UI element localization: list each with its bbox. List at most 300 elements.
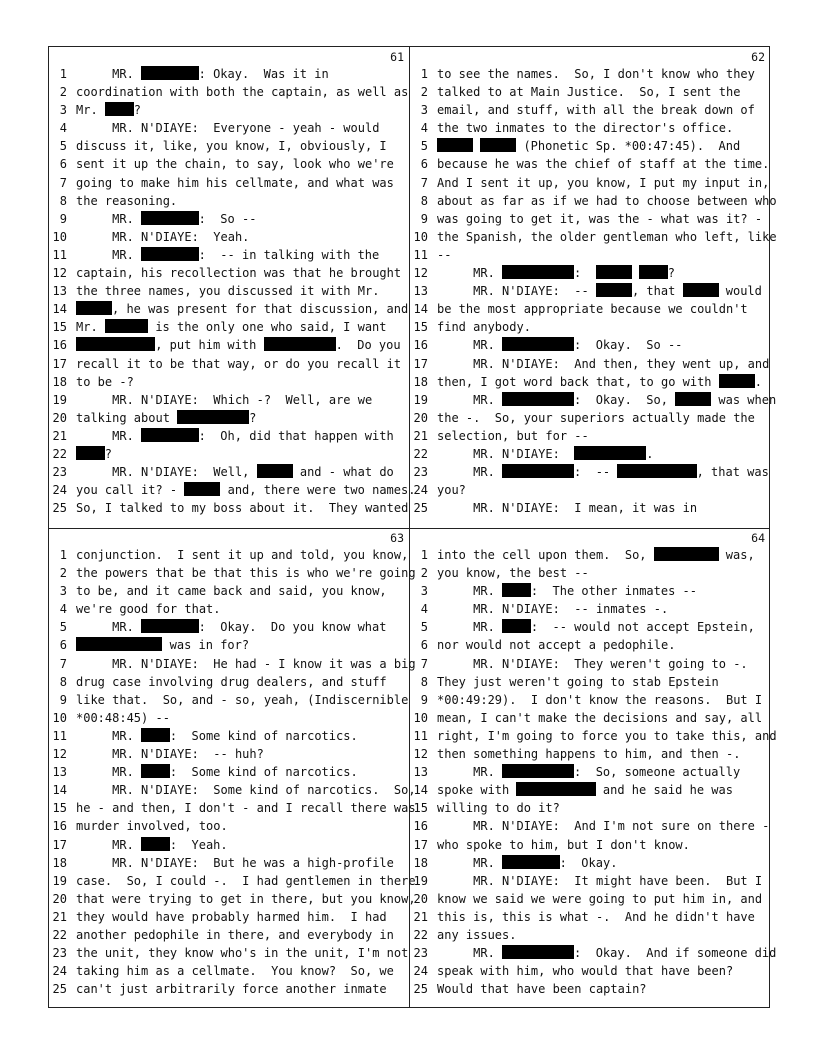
line-number: 15 <box>52 320 67 335</box>
line-number: 22 <box>52 927 67 942</box>
line-number: 21 <box>413 428 428 443</box>
transcript-line <box>49 582 406 600</box>
line-text: So, I talked to my boss about it. They wanted <box>76 501 409 516</box>
redaction-box <box>719 374 755 388</box>
redaction-box <box>76 337 155 351</box>
transcript-line <box>410 763 767 781</box>
transcript-line <box>410 817 770 835</box>
redaction-box <box>675 392 711 406</box>
redaction-box <box>516 782 595 796</box>
transcript-line <box>410 409 767 427</box>
transcript-line <box>49 155 406 173</box>
line-text: *00:49:29). I don't know the reasons. But I <box>437 692 763 707</box>
transcript-line <box>49 618 406 636</box>
line-text: MR. N'DIAYE: They weren't going to -. <box>437 656 748 671</box>
transcript-line <box>49 872 416 890</box>
line-number: 8 <box>420 193 428 208</box>
line-text: MR. : Some kind of narcotics. <box>76 728 358 743</box>
transcript-line <box>49 282 406 300</box>
transcript-line <box>410 727 777 745</box>
line-text: going to make him his cellmate, and what was <box>76 175 394 190</box>
line-number: 23 <box>52 946 67 961</box>
line-text: MR. N'DIAYE: And I'm not sure on there - <box>437 819 770 834</box>
transcript-line <box>410 546 767 564</box>
line-number: 4 <box>420 121 428 136</box>
line-number: 4 <box>420 602 428 617</box>
line-text: into the cell upon them. So, was, <box>437 548 755 562</box>
transcript-line <box>410 373 767 391</box>
line-text: murder involved, too. <box>76 819 228 834</box>
line-text: the unit, they know who's in the unit, I'm not <box>76 946 409 961</box>
transcript-line <box>49 355 406 373</box>
line-text: conjunction. I sent it up and told, you know, <box>76 548 409 562</box>
transcript-line <box>410 854 767 872</box>
transcript-line <box>410 636 767 654</box>
transcript-line <box>410 282 767 300</box>
line-number: 25 <box>413 982 428 997</box>
line-text: the two inmates to the director's office. <box>437 121 734 136</box>
line-number: 12 <box>413 747 428 762</box>
line-text: *00:48:45) -- <box>76 710 170 725</box>
line-number: 19 <box>52 392 67 407</box>
redaction-box <box>639 265 668 279</box>
line-number: 9 <box>420 211 428 226</box>
transcript-line <box>49 944 409 962</box>
redaction-box <box>141 837 170 851</box>
line-number: 15 <box>52 801 67 816</box>
line-text: then, I got word back that, to go with . <box>437 374 762 389</box>
transcript-line <box>410 427 767 445</box>
line-number: 22 <box>413 446 428 461</box>
transcript-line <box>410 300 767 318</box>
transcript-line <box>49 564 416 582</box>
line-text: like that. So, and - so, yeah, (Indiscernible <box>76 692 409 707</box>
transcript-line <box>410 210 767 228</box>
line-number: 2 <box>59 85 67 100</box>
line-number: 3 <box>420 103 428 118</box>
line-text: MR. N'DIAYE: Some kind of narcotics. So, <box>76 783 416 798</box>
line-number: 1 <box>59 548 67 562</box>
transcript-line <box>410 481 767 499</box>
redaction-box <box>141 619 199 633</box>
transcript-line <box>49 391 406 409</box>
transcript-line <box>410 926 767 944</box>
transcript-line <box>49 409 406 427</box>
redaction-box <box>141 764 170 778</box>
line-number: 4 <box>59 121 67 136</box>
line-number: 17 <box>52 356 67 371</box>
line-text: was going to get it, was the - what was it? - <box>437 211 763 226</box>
redaction-box <box>574 446 646 460</box>
transcript-line <box>49 836 406 854</box>
line-text: talked to at Main Justice. So, I sent the <box>437 85 741 100</box>
line-text: MR. N'DIAYE: . <box>437 446 654 461</box>
transcript-line <box>410 192 777 210</box>
line-text: MR. N'DIAYE: But he was a high-profile <box>76 855 394 870</box>
line-text: speak with him, who would that have been? <box>437 964 734 979</box>
line-number: 18 <box>413 374 428 389</box>
line-text: Mr. ? <box>76 103 141 118</box>
transcript-line <box>49 673 406 691</box>
transcript-line <box>410 336 767 354</box>
line-number: 8 <box>59 193 67 208</box>
line-text: find anybody. <box>437 320 531 335</box>
redaction-box <box>502 265 574 279</box>
line-number: 25 <box>413 501 428 516</box>
line-text: be the most appropriate because we couldn't <box>437 302 748 317</box>
line-text: know we said we were going to put him in, and <box>437 891 763 906</box>
line-text: (Phonetic Sp. *00:47:45). And <box>437 139 740 153</box>
line-text: email, and stuff, with all the break down of <box>437 103 755 118</box>
redaction-box <box>502 945 574 959</box>
transcript-line <box>49 890 416 908</box>
line-text: MR. : So, someone actually <box>437 765 741 780</box>
line-text: was in for? <box>76 638 249 652</box>
transcript-line <box>49 799 416 817</box>
line-text: ? <box>76 447 112 461</box>
line-text: MR. : Okay. So, was when <box>437 392 777 407</box>
line-text: MR. N'DIAYE: And then, they went up, and <box>437 356 770 371</box>
line-text: , put him with . Do you <box>76 338 401 352</box>
line-text: sent it up the chain, to say, look who we're <box>76 157 394 172</box>
line-text: drug case involving drug dealers, and stuff <box>76 674 387 689</box>
transcript-line <box>410 962 767 980</box>
transcript-line <box>410 65 767 83</box>
line-number: 19 <box>413 873 428 888</box>
redaction-box <box>141 728 170 742</box>
line-number: 6 <box>59 157 67 172</box>
line-text: we're good for that. <box>76 602 221 617</box>
line-text: the powers that be that this is who we're going <box>76 566 416 581</box>
transcript-line <box>410 391 777 409</box>
transcript-line <box>49 445 406 463</box>
line-text: MR. : -- would not accept Epstein, <box>437 620 755 635</box>
line-text: you call it? - and, there were two names. <box>76 483 416 498</box>
line-text: can't just arbitrarily force another inmate <box>76 982 387 997</box>
redaction-box <box>596 283 632 297</box>
transcript-line <box>410 655 767 673</box>
transcript-line <box>49 210 406 228</box>
redaction-box <box>177 410 249 424</box>
line-text: that were trying to get in there, but you know, <box>76 891 416 906</box>
redaction-box <box>184 482 220 496</box>
transcript-line <box>410 836 767 854</box>
line-number: 5 <box>59 139 67 154</box>
line-text: MR. : Okay. Was it in <box>76 67 329 81</box>
transcript-lines <box>49 546 416 998</box>
line-text: the Spanish, the older gentleman who left, like <box>437 229 777 244</box>
transcript-line <box>49 962 406 980</box>
redaction-box <box>264 337 336 351</box>
transcript-line <box>49 373 406 391</box>
line-number: 11 <box>52 247 67 262</box>
line-number: 10 <box>52 710 67 725</box>
line-text: They just weren't going to stab Epstein <box>437 674 719 689</box>
redaction-box <box>141 428 199 442</box>
line-number: 5 <box>59 620 67 635</box>
transcript-line <box>49 763 406 781</box>
line-number: 18 <box>52 855 67 870</box>
line-text: MR. N'DIAYE: Everyone - yeah - would <box>76 121 380 136</box>
line-text: MR. : Yeah. <box>76 837 228 852</box>
line-number: 14 <box>52 783 67 798</box>
line-text: the reasoning. <box>76 193 178 208</box>
transcript-line <box>49 174 406 192</box>
line-number: 1 <box>59 67 67 81</box>
line-text: spoke with and he said he was <box>437 783 733 798</box>
transcript-line <box>410 908 767 926</box>
transcript-line <box>49 336 406 354</box>
line-number: 21 <box>52 428 67 443</box>
transcript-line <box>410 318 767 336</box>
transcript-line <box>410 355 770 373</box>
line-text: -- <box>437 247 452 262</box>
line-number: 8 <box>59 674 67 689</box>
line-number: 20 <box>413 891 428 906</box>
transcript-line <box>49 691 409 709</box>
redaction-box <box>654 547 719 561</box>
transcript-line <box>49 192 406 210</box>
line-text: MR. N'DIAYE: It might have been. But I <box>437 873 763 888</box>
page-number: 62 <box>751 50 765 64</box>
line-text: case. So, I could -. I had gentlemen in there <box>76 873 416 888</box>
redaction-box <box>257 464 293 478</box>
line-number: 24 <box>52 483 67 498</box>
line-number: 21 <box>413 909 428 924</box>
line-number: 19 <box>413 392 428 407</box>
transcript-line <box>49 745 406 763</box>
line-text: they would have probably harmed him. I had <box>76 909 387 924</box>
line-text: MR. N'DIAYE: I mean, it was in <box>437 501 698 516</box>
transcript-line <box>410 228 777 246</box>
line-text: you? <box>437 483 466 498</box>
transcript-line <box>49 65 406 83</box>
line-number: 24 <box>413 964 428 979</box>
line-text: discuss it, like, you know, I, obviously, I <box>76 139 387 154</box>
line-number: 14 <box>413 783 428 798</box>
line-text: MR. : Okay. And if someone did <box>437 946 777 961</box>
line-text: MR. : Okay. So -- <box>437 338 683 353</box>
redaction-box <box>617 464 696 478</box>
line-number: 7 <box>59 656 67 671</box>
line-text: MR. : Some kind of narcotics. <box>76 765 358 780</box>
transcript-line <box>49 463 406 481</box>
line-number: 2 <box>59 566 67 581</box>
line-number: 17 <box>413 837 428 852</box>
line-number: 6 <box>420 638 428 653</box>
redaction-box <box>480 138 516 152</box>
transcript-line <box>49 499 409 517</box>
redaction-box <box>76 446 105 460</box>
line-number: 14 <box>413 302 428 317</box>
page-number: 64 <box>751 531 765 545</box>
line-number: 17 <box>52 837 67 852</box>
line-text: another pedophile in there, and everybody in <box>76 927 394 942</box>
line-text: willing to do it? <box>437 801 560 816</box>
line-number: 13 <box>52 284 67 299</box>
line-text: the three names, you discussed it with Mr. <box>76 284 380 299</box>
line-number: 23 <box>413 946 428 961</box>
transcript-line <box>49 83 409 101</box>
transcript-line <box>410 582 767 600</box>
line-number: 3 <box>420 584 428 599</box>
line-text: MR. : Oh, did that happen with <box>76 428 394 443</box>
transcript-line <box>49 228 406 246</box>
line-number: 15 <box>413 320 428 335</box>
line-number: 21 <box>52 909 67 924</box>
line-number: 10 <box>413 229 428 244</box>
transcript-line <box>410 83 767 101</box>
transcript-line <box>410 781 767 799</box>
transcript-lines <box>49 65 416 517</box>
line-number: 25 <box>52 982 67 997</box>
line-text: talking about ? <box>76 410 257 425</box>
line-number: 20 <box>413 410 428 425</box>
transcript-line <box>410 691 767 709</box>
line-text: coordination with both the captain, as well as <box>76 85 409 100</box>
transcript-line <box>49 427 406 445</box>
line-number: 22 <box>413 927 428 942</box>
line-text: any issues. <box>437 927 517 942</box>
line-number: 17 <box>413 356 428 371</box>
line-number: 18 <box>413 855 428 870</box>
transcript-line <box>410 137 767 155</box>
line-text: taking him as a cellmate. You know? So, we <box>76 964 394 979</box>
transcript-line <box>410 499 767 517</box>
line-number: 6 <box>420 157 428 172</box>
line-number: 12 <box>52 747 67 762</box>
line-text: this is, this is what -. And he didn't have <box>437 909 755 924</box>
transcript-line <box>410 745 767 763</box>
transcript-sheet <box>48 46 777 1008</box>
line-text: MR. N'DIAYE: Which -? Well, are we <box>76 392 373 407</box>
line-text: , he was present for that discussion, and <box>76 302 408 316</box>
page-panel-62 <box>410 47 777 528</box>
transcript-line <box>410 618 767 636</box>
redaction-box <box>502 619 531 633</box>
line-number: 18 <box>52 374 67 389</box>
line-text: MR. N'DIAYE: Well, and - what do <box>76 465 394 480</box>
transcript-line <box>410 119 767 137</box>
redaction-box <box>437 138 473 152</box>
redaction-box <box>141 211 199 225</box>
line-number: 15 <box>413 801 428 816</box>
page-panel-64 <box>410 528 777 1009</box>
line-number: 1 <box>420 548 428 562</box>
line-text: MR. : Okay. Do you know what <box>76 620 387 635</box>
transcript-line <box>410 709 767 727</box>
line-text: to be -? <box>76 374 134 389</box>
transcript-line <box>49 781 416 799</box>
line-number: 5 <box>420 139 428 154</box>
line-text: MR. N'DIAYE: -- , that would <box>437 284 762 299</box>
transcript-line <box>49 709 406 727</box>
line-text: MR. : -- , that was <box>437 465 769 480</box>
transcript-line <box>410 890 767 908</box>
line-text: mean, I can't make the decisions and say, all <box>437 710 763 725</box>
transcript-line <box>410 101 767 119</box>
line-number: 3 <box>59 584 67 599</box>
transcript-line <box>410 673 767 691</box>
line-text: captain, his recollection was that he brought <box>76 266 402 281</box>
redaction-box <box>502 764 574 778</box>
page-panel-61 <box>49 47 416 528</box>
line-number: 22 <box>52 446 67 461</box>
line-text: the -. So, your superiors actually made the <box>437 410 755 425</box>
line-text: MR. N'DIAYE: He had - I know it was a big <box>76 656 416 671</box>
line-text: then something happens to him, and then -. <box>437 747 741 762</box>
transcript-line <box>49 300 409 318</box>
transcript-line <box>410 600 767 618</box>
line-number: 16 <box>413 819 428 834</box>
line-number: 8 <box>420 674 428 689</box>
line-number: 6 <box>59 638 67 653</box>
transcript-line <box>49 908 406 926</box>
line-text: nor would not accept a pedophile. <box>437 638 676 653</box>
transcript-line <box>49 481 416 499</box>
line-number: 24 <box>413 483 428 498</box>
redaction-box <box>502 583 531 597</box>
transcript-line <box>410 564 767 582</box>
transcript-lines <box>410 65 777 517</box>
line-number: 25 <box>52 501 67 516</box>
line-number: 23 <box>413 465 428 480</box>
transcript-line <box>49 655 416 673</box>
line-number: 10 <box>413 710 428 725</box>
transcript-line <box>49 817 406 835</box>
transcript-line <box>49 137 406 155</box>
line-number: 7 <box>420 656 428 671</box>
line-number: 4 <box>59 602 67 617</box>
line-number: 16 <box>413 338 428 353</box>
line-number: 11 <box>52 728 67 743</box>
line-number: 5 <box>420 620 428 635</box>
transcript-line <box>49 546 409 564</box>
redaction-box <box>76 637 162 651</box>
line-text: to be, and it came back and said, you know, <box>76 584 387 599</box>
line-number: 2 <box>420 85 428 100</box>
transcript-line <box>49 727 406 745</box>
line-text: MR. N'DIAYE: -- huh? <box>76 747 264 762</box>
redaction-box <box>683 283 719 297</box>
redaction-box <box>105 319 148 333</box>
line-number: 13 <box>413 765 428 780</box>
line-text: who spoke to him, but I don't know. <box>437 837 690 852</box>
line-text: Would that have been captain? <box>437 982 647 997</box>
line-text: MR. : ? <box>437 266 675 281</box>
line-number: 13 <box>52 765 67 780</box>
line-text: about as far as if we had to choose between who <box>437 193 777 208</box>
line-number: 24 <box>52 964 67 979</box>
line-text: MR. N'DIAYE: Yeah. <box>76 229 250 244</box>
page-number: 61 <box>390 50 404 64</box>
transcript-line <box>410 980 767 998</box>
line-number: 12 <box>52 266 67 281</box>
line-number: 9 <box>420 692 428 707</box>
transcript-line <box>49 980 406 998</box>
transcript-line <box>49 264 406 282</box>
line-number: 14 <box>52 302 67 317</box>
line-number: 1 <box>420 67 428 81</box>
redaction-box <box>141 247 199 261</box>
redaction-box <box>596 265 632 279</box>
line-number: 20 <box>52 410 67 425</box>
transcript-line <box>410 944 777 962</box>
transcript-line <box>410 463 767 481</box>
page-panel-63 <box>49 528 416 1009</box>
redaction-box <box>141 66 199 80</box>
line-number: 10 <box>52 229 67 244</box>
